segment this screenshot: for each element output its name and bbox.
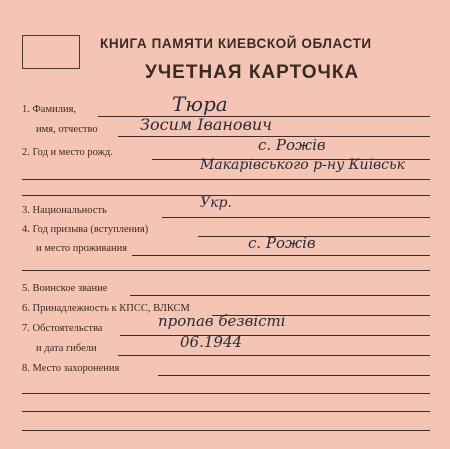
birth-line-2 (22, 179, 430, 180)
party-label: 6. Принадлежность к КПСС, ВЛКСМ (22, 303, 190, 314)
burial-line (158, 375, 430, 376)
residence-label: и место проживания (36, 243, 128, 254)
circumstances-value: пропав безвісті (158, 312, 286, 330)
surname-value: Тюра (172, 92, 228, 116)
burial-line-4 (22, 430, 430, 431)
birth-place-1: с. Рожів (258, 136, 326, 154)
residence-line-2 (22, 270, 430, 271)
surname-label: 1. Фамилия, (22, 104, 77, 115)
burial-line-3 (22, 411, 430, 412)
circumstances-label: 7. Обстоятельства (22, 323, 103, 334)
name-value: Зосим Іванович (140, 115, 273, 134)
circumstances-line (120, 335, 430, 336)
name-label: имя, отчество (36, 124, 98, 135)
nationality-label: 3. Национальность (22, 205, 107, 216)
death-date-line (118, 355, 430, 356)
stamp-box (22, 35, 80, 69)
burial-line-2 (22, 393, 430, 394)
card-title: УЧЕТНАЯ КАРТОЧКА (145, 62, 360, 83)
residence-value: с. Рожів (248, 234, 316, 252)
burial-label: 8. Место захоронения (22, 363, 120, 374)
residence-line (132, 255, 430, 256)
death-date-label: и дата гибели (36, 343, 97, 354)
nationality-line (162, 217, 430, 218)
book-title: КНИГА ПАМЯТИ КИЕВСКОЙ ОБЛАСТИ (100, 36, 372, 51)
rank-line (130, 295, 430, 296)
nationality-value: Укр. (200, 195, 232, 211)
death-date-value: 06.1944 (180, 333, 243, 351)
rank-label: 5. Воинское звание (22, 283, 108, 294)
birth-label: 2. Год и место рожд. (22, 147, 113, 158)
birth-place-2: Макарівського р-ну Київськ (200, 157, 405, 173)
conscription-label: 4. Год призыва (вступления) (22, 224, 149, 235)
